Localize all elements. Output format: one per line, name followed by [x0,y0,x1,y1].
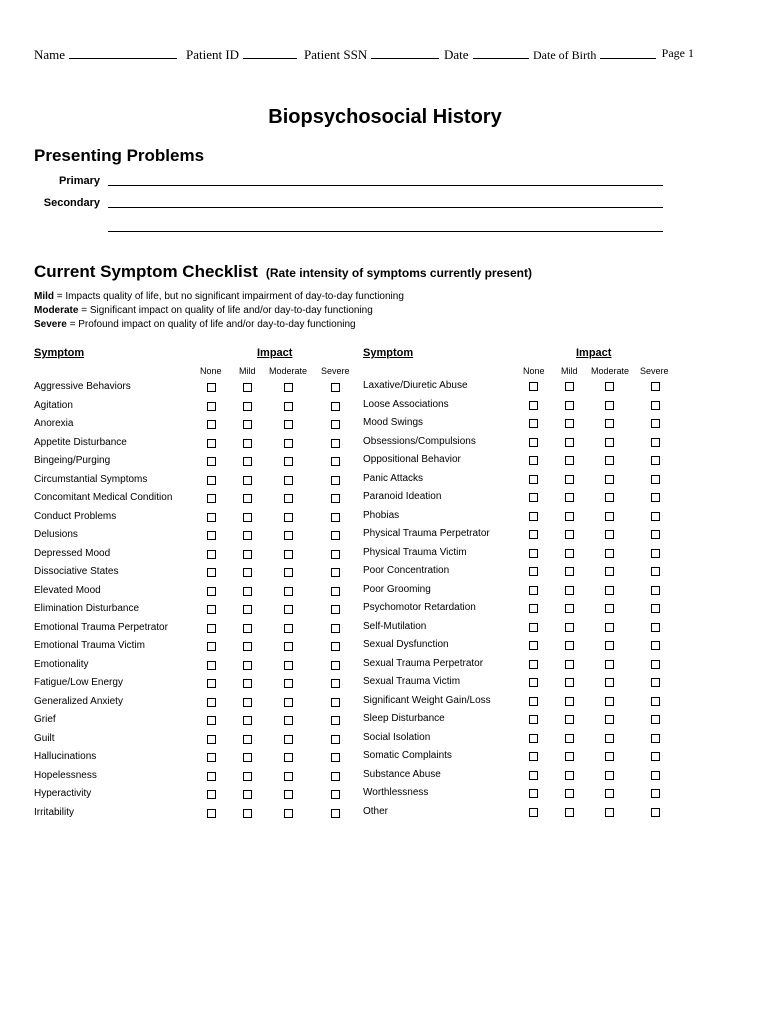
checkbox-none-right[interactable] [529,660,538,669]
date-field[interactable] [444,46,529,63]
symptom-label-left: Circumstantial Symptoms [34,473,148,485]
legend-term: Severe [34,319,67,330]
symptom-label-left: Hopelessness [34,769,97,781]
checkbox-mild-left[interactable] [243,661,252,670]
checkbox-mild-left[interactable] [243,457,252,466]
checkbox-mild-left[interactable] [243,698,252,707]
checkbox-moderate-left[interactable] [284,439,293,448]
checkbox-severe-left[interactable] [331,624,340,633]
checkbox-none-left[interactable] [207,716,216,725]
checkbox-mild-left[interactable] [243,753,252,762]
name-field[interactable] [34,46,177,63]
checkbox-moderate-left[interactable] [284,716,293,725]
checkbox-none-right[interactable] [529,530,538,539]
checkbox-mild-left[interactable] [243,642,252,651]
name-label: Name [34,47,66,62]
symptom-label-right: Sexual Dysfunction [363,639,449,650]
symptom-column-header-left: Symptom [34,347,85,359]
checkbox-severe-right[interactable] [651,734,660,743]
dob-input-line[interactable] [600,46,656,59]
symptom-label-right: Sexual Trauma Victim [363,676,461,687]
checkbox-moderate-right[interactable] [605,419,614,428]
symptom-label-right: Social Isolation [363,731,431,743]
checkbox-none-right[interactable] [529,549,538,558]
checkbox-mild-right[interactable] [565,697,574,706]
symptom-label-right: Paranoid Ideation [363,491,442,502]
checkbox-severe-left[interactable] [331,550,340,559]
checkbox-none-right[interactable] [529,456,538,465]
symptom-label-left: Hallucinations [34,751,97,762]
patient-ssn-input-line[interactable] [371,46,439,59]
symptom-label-right: Mood Swings [363,417,424,428]
checkbox-mild-right[interactable] [565,604,574,613]
checkbox-none-left[interactable] [207,383,216,392]
checkbox-moderate-left[interactable] [284,605,293,614]
legend-severe [34,319,356,330]
checkbox-moderate-right[interactable] [605,401,614,410]
checkbox-mild-left[interactable] [243,568,252,577]
checkbox-severe-right[interactable] [651,641,660,650]
checkbox-moderate-right[interactable] [605,586,614,595]
checkbox-severe-right[interactable] [651,512,660,521]
checkbox-severe-left[interactable] [331,661,340,670]
symptom-column-header-right: Symptom [363,347,414,359]
symptom-label-right: Somatic Complaints [363,750,452,761]
checkbox-severe-right[interactable] [651,752,660,761]
checkbox-severe-right[interactable] [651,493,660,502]
checkbox-moderate-right[interactable] [605,641,614,650]
checkbox-moderate-left[interactable] [284,772,293,781]
symptom-label-left: Aggressive Behaviors [34,381,131,392]
checkbox-moderate-right[interactable] [605,382,614,391]
name-input-line[interactable] [69,46,177,59]
symptom-label-right: Psychomotor Retardation [363,602,476,613]
checkbox-moderate-right[interactable] [605,604,614,613]
checkbox-moderate-left[interactable] [284,809,293,818]
checkbox-mild-left[interactable] [243,494,252,503]
checkbox-mild-right[interactable] [565,623,574,632]
checkbox-severe-right[interactable] [651,586,660,595]
checkbox-severe-right[interactable] [651,549,660,558]
checkbox-severe-left[interactable] [331,790,340,799]
checkbox-severe-left[interactable] [331,457,340,466]
checkbox-severe-left[interactable] [331,753,340,762]
symptom-label-right: Self-Mutilation [363,620,427,632]
checkbox-none-right[interactable] [529,567,538,576]
checkbox-severe-left[interactable] [331,605,340,614]
checkbox-moderate-right[interactable] [605,660,614,669]
symptom-label-left: Elevated Mood [34,584,101,596]
impact-mild-right: Mild [561,366,578,376]
checkbox-moderate-right[interactable] [605,808,614,817]
symptom-label-right: Worthlessness [363,787,429,798]
symptom-label-right: Poor Concentration [363,565,450,576]
checkbox-moderate-left[interactable] [284,383,293,392]
checkbox-severe-right[interactable] [651,623,660,632]
symptom-checklist-title: Current Symptom Checklist [34,262,258,281]
symptom-label-left: Dissociative States [34,566,119,577]
checkbox-none-right[interactable] [529,641,538,650]
checkbox-severe-right[interactable] [651,660,660,669]
checkbox-severe-right[interactable] [651,789,660,798]
checkbox-mild-left[interactable] [243,624,252,633]
checkbox-none-right[interactable] [529,789,538,798]
checkbox-moderate-left[interactable] [284,661,293,670]
checkbox-moderate-left[interactable] [284,624,293,633]
symptom-label-right: Oppositional Behavior [363,454,461,465]
checkbox-mild-right[interactable] [565,382,574,391]
impact-none-left: None [200,366,222,376]
checkbox-mild-right[interactable] [565,438,574,447]
patient-ssn-field[interactable] [304,46,439,63]
symptom-label-right: Significant Weight Gain/Loss [363,694,491,706]
legend-text: = Significant impact on quality of life and/or day-to-day functioning [78,305,373,316]
symptom-label-left: Guilt [34,732,55,744]
checkbox-moderate-left[interactable] [284,550,293,559]
checkbox-none-left[interactable] [207,420,216,429]
checkbox-moderate-left[interactable] [284,476,293,485]
checkbox-moderate-right[interactable] [605,567,614,576]
checkbox-severe-right[interactable] [651,808,660,817]
checkbox-severe-right[interactable] [651,382,660,391]
checkbox-severe-right[interactable] [651,419,660,428]
checkbox-severe-left[interactable] [331,531,340,540]
impact-column-header-right: Impact [576,347,612,359]
symptom-label-left: Hyperactivity [34,788,92,799]
checkbox-mild-right[interactable] [565,419,574,428]
checkbox-none-right[interactable] [529,697,538,706]
checkbox-mild-right[interactable] [565,734,574,743]
checkbox-moderate-left[interactable] [284,698,293,707]
symptom-label-left: Anorexia [34,418,74,429]
checkbox-severe-left[interactable] [331,402,340,411]
symptom-label-right: Sleep Disturbance [363,713,445,724]
checkbox-mild-left[interactable] [243,735,252,744]
checkbox-moderate-left[interactable] [284,457,293,466]
symptom-label-left: Depressed Mood [34,547,111,559]
checkbox-none-right[interactable] [529,419,538,428]
checkbox-mild-right[interactable] [565,567,574,576]
symptom-label-right: Substance Abuse [363,768,441,780]
patient-ssn-label: Patient SSN [304,47,368,62]
checkbox-moderate-right[interactable] [605,493,614,502]
checkbox-mild-right[interactable] [565,475,574,484]
checkbox-mild-left[interactable] [243,420,252,429]
checkbox-none-left[interactable] [207,790,216,799]
checkbox-none-left[interactable] [207,809,216,818]
symptom-label-left: Fatigue/Low Energy [34,677,123,688]
presenting-problems-heading: Presenting Problems [34,146,205,165]
checkbox-severe-left[interactable] [331,494,340,503]
checkbox-mild-left[interactable] [243,439,252,448]
symptom-checklist-note: (Rate intensity of symptoms currently present) [265,266,532,280]
checkbox-moderate-left[interactable] [284,679,293,688]
checkbox-moderate-right[interactable] [605,752,614,761]
checkbox-severe-left[interactable] [331,716,340,725]
checkbox-none-right[interactable] [529,512,538,521]
checkbox-none-right[interactable] [529,752,538,761]
checkbox-none-right[interactable] [529,475,538,484]
dob-field[interactable] [533,46,656,63]
checkbox-moderate-right[interactable] [605,438,614,447]
checkbox-severe-left[interactable] [331,809,340,818]
checkbox-none-right[interactable] [529,604,538,613]
checkbox-mild-right[interactable] [565,678,574,687]
checkbox-severe-left[interactable] [331,772,340,781]
checkbox-moderate-right[interactable] [605,715,614,724]
symptom-label-right: Obsessions/Compulsions [363,435,476,447]
legend-term: Moderate [34,305,79,316]
checkbox-moderate-left[interactable] [284,531,293,540]
impact-column-header-left: Impact [257,347,293,359]
checkbox-moderate-right[interactable] [605,771,614,780]
checkbox-none-left[interactable] [207,735,216,744]
symptom-label-left: Emotionality [34,658,89,670]
symptom-label-right: Physical Trauma Victim [363,546,467,558]
checkbox-none-right[interactable] [529,493,538,502]
checkbox-mild-right[interactable] [565,808,574,817]
checkbox-mild-right[interactable] [565,789,574,798]
impact-moderate-right: Moderate [591,366,630,376]
checkbox-severe-left[interactable] [331,698,340,707]
checkbox-moderate-right[interactable] [605,475,614,484]
checkbox-none-right[interactable] [529,715,538,724]
checkbox-severe-right[interactable] [651,678,660,687]
impact-severe-right: Severe [640,366,669,376]
checkbox-mild-right[interactable] [565,715,574,724]
checkbox-severe-right[interactable] [651,475,660,484]
checkbox-mild-right[interactable] [565,586,574,595]
symptom-label-left: Irritability [34,806,75,818]
checkbox-none-left[interactable] [207,439,216,448]
checkbox-mild-left[interactable] [243,531,252,540]
legend-text: = Impacts quality of life, but no significant impairment of day-to-day functioning [54,291,404,302]
legend-term: Mild [34,291,54,302]
checkbox-moderate-left[interactable] [284,642,293,651]
checkbox-severe-right[interactable] [651,438,660,447]
checkbox-mild-right[interactable] [565,771,574,780]
checkbox-moderate-right[interactable] [605,512,614,521]
checkbox-severe-right[interactable] [651,604,660,613]
symptom-label-left: Conduct Problems [34,510,117,522]
checkbox-mild-left[interactable] [243,809,252,818]
checkbox-mild-left[interactable] [243,587,252,596]
impact-none-right: None [523,366,545,376]
checkbox-mild-left[interactable] [243,550,252,559]
symptom-label-right: Sexual Trauma Perpetrator [363,657,484,669]
checkbox-none-right[interactable] [529,771,538,780]
checkbox-none-left[interactable] [207,605,216,614]
impact-mild-left: Mild [239,366,256,376]
checkbox-none-right[interactable] [529,401,538,410]
checkbox-moderate-left[interactable] [284,587,293,596]
patient-id-field[interactable] [186,46,297,63]
checkbox-severe-left[interactable] [331,513,340,522]
checkbox-none-left[interactable] [207,402,216,411]
patient-id-input-line[interactable] [243,46,297,59]
document-title: Biopsychosocial History [268,106,502,128]
checkbox-mild-right[interactable] [565,493,574,502]
checkbox-moderate-left[interactable] [284,735,293,744]
primary-input-line[interactable] [108,185,663,186]
checkbox-none-left[interactable] [207,513,216,522]
checkbox-moderate-left[interactable] [284,568,293,577]
checkbox-mild-right[interactable] [565,549,574,558]
symptom-checklist-heading [34,262,532,282]
impact-moderate-left: Moderate [269,366,308,376]
checkbox-mild-left[interactable] [243,605,252,614]
checkbox-severe-left[interactable] [331,439,340,448]
checkbox-moderate-right[interactable] [605,734,614,743]
checkbox-mild-right[interactable] [565,530,574,539]
checkbox-none-left[interactable] [207,550,216,559]
symptom-label-left: Grief [34,714,56,725]
secondary-input-line[interactable] [108,207,663,208]
checkbox-severe-left[interactable] [331,642,340,651]
checkbox-none-left[interactable] [207,531,216,540]
symptom-label-right: Panic Attacks [363,472,424,484]
checkbox-none-left[interactable] [207,698,216,707]
checkbox-severe-left[interactable] [331,587,340,596]
checkbox-none-right[interactable] [529,382,538,391]
patient-id-label: Patient ID [186,47,240,62]
symptom-label-right: Poor Grooming [363,583,431,595]
legend-text: = Profound impact on quality of life and/or day-to-day functioning [66,319,356,330]
checkbox-none-right[interactable] [529,734,538,743]
checkbox-none-right[interactable] [529,623,538,632]
checkbox-none-left[interactable] [207,753,216,762]
symptom-label-left: Agitation [34,399,73,411]
checkbox-severe-left[interactable] [331,735,340,744]
checkbox-none-left[interactable] [207,661,216,670]
symptom-label-right: Phobias [363,509,400,521]
additional-problem-input-line[interactable] [108,231,663,232]
checkbox-mild-left[interactable] [243,772,252,781]
checkbox-mild-right[interactable] [565,512,574,521]
checkbox-moderate-right[interactable] [605,678,614,687]
checkbox-severe-left[interactable] [331,679,340,688]
date-label: Date [444,47,469,62]
checkbox-severe-right[interactable] [651,530,660,539]
checkbox-none-left[interactable] [207,624,216,633]
symptom-label-left: Elimination Disturbance [34,603,140,614]
symptom-label-left: Emotional Trauma Perpetrator [34,621,168,633]
checkbox-none-right[interactable] [529,678,538,687]
checkbox-severe-left[interactable] [331,476,340,485]
date-input-line[interactable] [473,46,529,59]
checkbox-moderate-right[interactable] [605,623,614,632]
checkbox-none-left[interactable] [207,457,216,466]
checkbox-none-left[interactable] [207,772,216,781]
checkbox-none-left[interactable] [207,568,216,577]
checkbox-moderate-left[interactable] [284,790,293,799]
symptom-label-right: Physical Trauma Perpetrator [363,528,490,539]
checkbox-severe-right[interactable] [651,771,660,780]
symptom-label-left: Bingeing/Purging [34,455,111,466]
checkbox-severe-left[interactable] [331,420,340,429]
checkbox-moderate-right[interactable] [605,697,614,706]
checkbox-mild-right[interactable] [565,752,574,761]
checkbox-severe-left[interactable] [331,383,340,392]
checkbox-moderate-left[interactable] [284,753,293,762]
symptom-label-left: Emotional Trauma Victim [34,640,145,651]
checkbox-severe-right[interactable] [651,715,660,724]
checkbox-moderate-right[interactable] [605,456,614,465]
checkbox-none-left[interactable] [207,642,216,651]
symptom-label-right: Loose Associations [363,398,449,410]
checkbox-mild-left[interactable] [243,476,252,485]
checkbox-moderate-right[interactable] [605,530,614,539]
checkbox-none-left[interactable] [207,476,216,485]
checkbox-none-left[interactable] [207,494,216,503]
checkbox-mild-right[interactable] [565,641,574,650]
primary-label: Primary [59,175,100,187]
checkbox-moderate-right[interactable] [605,789,614,798]
checkbox-mild-left[interactable] [243,513,252,522]
checkbox-moderate-left[interactable] [284,494,293,503]
checkbox-mild-left[interactable] [243,790,252,799]
checkbox-moderate-left[interactable] [284,402,293,411]
checkbox-mild-right[interactable] [565,456,574,465]
checkbox-none-right[interactable] [529,586,538,595]
symptom-label-left: Concomitant Medical Condition [34,492,173,503]
symptom-label-left: Delusions [34,529,78,540]
checkbox-severe-right[interactable] [651,401,660,410]
legend-moderate [34,305,373,316]
checkbox-severe-right[interactable] [651,697,660,706]
symptom-label-left: Appetite Disturbance [34,436,127,448]
impact-severe-left: Severe [321,366,350,376]
checkbox-moderate-left[interactable] [284,513,293,522]
legend-mild [34,291,404,302]
checkbox-none-right[interactable] [529,808,538,817]
checkbox-none-right[interactable] [529,438,538,447]
symptom-label-left: Generalized Anxiety [34,695,123,707]
checkbox-mild-left[interactable] [243,716,252,725]
checkbox-none-left[interactable] [207,679,216,688]
checkbox-severe-left[interactable] [331,568,340,577]
checkbox-mild-right[interactable] [565,401,574,410]
symptom-label-right: Other [363,805,389,817]
checkbox-moderate-left[interactable] [284,420,293,429]
symptom-label-right: Laxative/Diuretic Abuse [363,380,468,391]
checkbox-mild-left[interactable] [243,383,252,392]
secondary-label: Secondary [43,197,100,209]
checkbox-moderate-right[interactable] [605,549,614,558]
checkbox-severe-right[interactable] [651,456,660,465]
checkbox-mild-left[interactable] [243,402,252,411]
dob-label: Date of Birth [533,48,597,62]
page-number: Page 1 [661,46,694,60]
checkbox-mild-left[interactable] [243,679,252,688]
checkbox-severe-right[interactable] [651,567,660,576]
checkbox-mild-right[interactable] [565,660,574,669]
form-header [34,46,694,64]
checkbox-none-left[interactable] [207,587,216,596]
